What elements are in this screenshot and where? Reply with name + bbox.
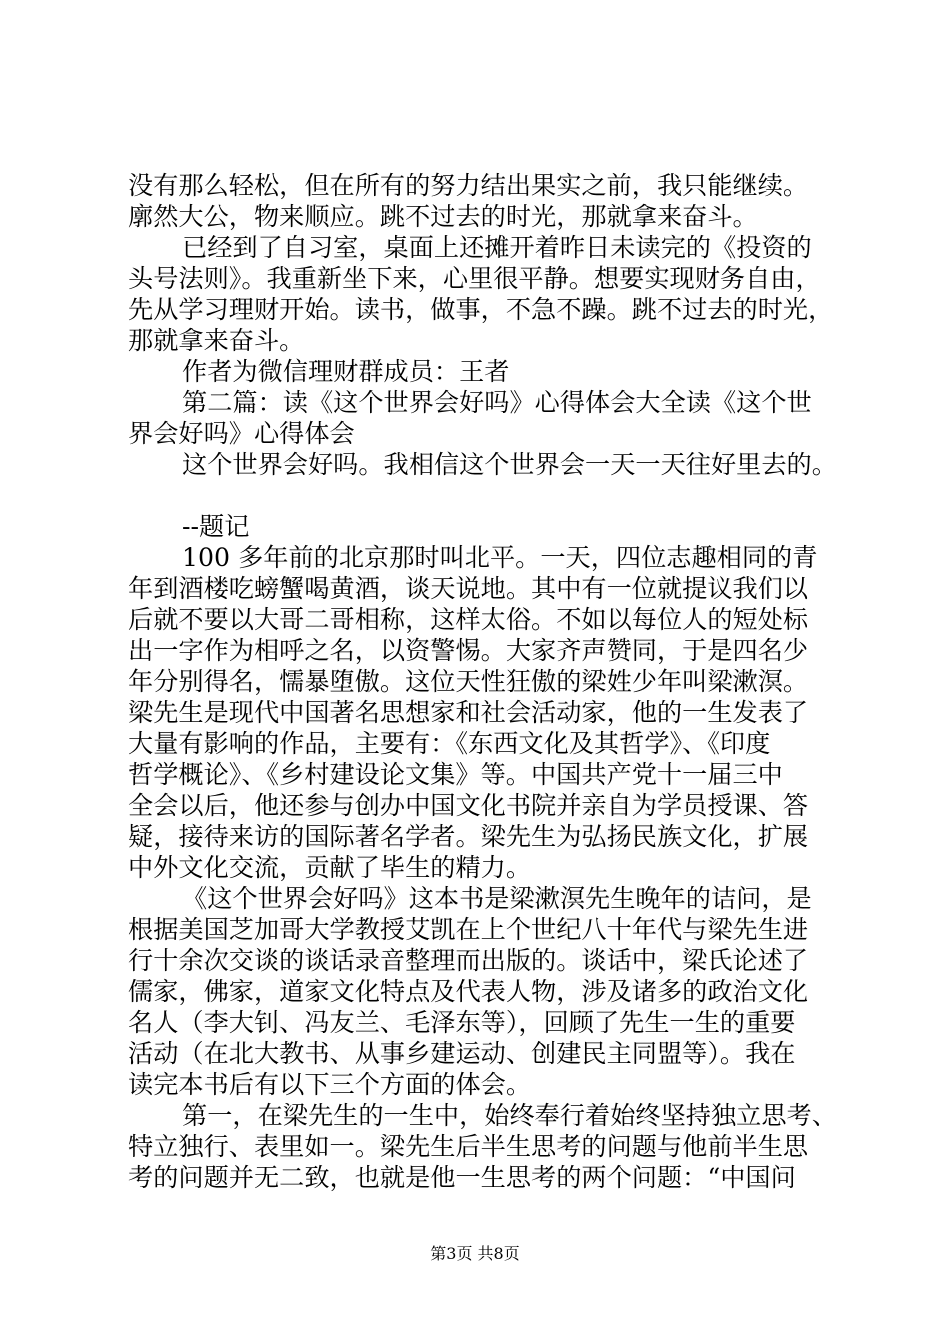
text-line: 考的问题并无二致，也就是他一生思考的两个问题：“中国问 [128, 1163, 796, 1192]
text-line: 《这个世界会好吗》这本书是梁漱溟先生晚年的诘问，是 [182, 884, 812, 913]
text-line: 廓然大公，物来顺应。跳不过去的时光，那就拿来奋斗。 [128, 202, 758, 231]
text-line: 界会好吗》心得体会 [128, 419, 355, 448]
text-line: 梁先生是现代中国著名思想家和社会活动家，他的一生发表了 [128, 698, 809, 727]
text-line: 年分别得名，懦暴堕傲。这位天性狂傲的梁姓少年叫梁漱溟。 [128, 667, 809, 696]
text-line: 先从学习理财开始。读书，做事，不急不躁。跳不过去的时光， [128, 295, 834, 324]
text-line: 特立独行、表里如一。梁先生后半生思考的问题与他前半生思 [128, 1132, 809, 1161]
text-line: --题记 [182, 512, 250, 541]
text-line: 这个世界会好吗。我相信这个世界会一天一天往好里去的。 [182, 450, 837, 479]
text-line: 活动（在北大教书、从事乡建运动、创建民主同盟等）。我在 [128, 1039, 796, 1068]
text-line: 大量有影响的作品，主要有：《东西文化及其哲学》、《印度 [128, 729, 771, 758]
text-line: 头号法则》。我重新坐下来，心里很平静。想要实现财务自由， [128, 264, 821, 293]
text-line: 行十余次交谈的谈话录音整理而出版的。谈话中，梁氏论述了 [128, 946, 809, 975]
text-line [128, 480, 838, 511]
text-line: 儒家，佛家，道家文化特点及代表人物，涉及诸多的政治文化 [128, 977, 809, 1006]
text-line: 没有那么轻松，但在所有的努力结出果实之前，我只能继续。 [128, 171, 809, 200]
text-line: 作者为微信理财群成员：王者 [182, 357, 510, 386]
text-line: 后就不要以大哥二哥相称，这样太俗。不如以每位人的短处标 [128, 605, 809, 634]
document-body [128, 170, 838, 1193]
text-line: 那就拿来奋斗。 [128, 326, 305, 355]
text-line: 根据美国芝加哥大学教授艾凯在上个世纪八十年代与梁先生进 [128, 915, 809, 944]
text-line: 全会以后，他还参与创办中国文化书院并亲自为学员授课、答 [128, 791, 809, 820]
text-line: 第二篇：读《这个世界会好吗》心得体会大全读《这个世 [182, 388, 812, 417]
text-line: 名人（李大钊、冯友兰、毛泽东等），回顾了先生一生的重要 [128, 1008, 796, 1037]
text-line: 已经到了自习室，桌面上还摊开着昨日未读完的《投资的 [182, 233, 812, 262]
text-line: 年到酒楼吃螃蟹喝黄酒，谈天说地。其中有一位就提议我们以 [128, 574, 809, 603]
text-line: 第一，在梁先生的一生中，始终奉行着始终坚持独立思考、 [182, 1101, 837, 1130]
text-line: 哲学概论》、《乡村建设论文集》等。中国共产党十一届三中 [128, 760, 783, 789]
text-line: 中外文化交流，贡献了毕生的精力。 [128, 853, 531, 882]
page-footer: 第3页 共8页 [430, 1244, 520, 1263]
text-line: 疑，接待来访的国际著名学者。梁先生为弘扬民族文化，扩展 [128, 822, 809, 851]
text-line: 出一字作为相呼之名，以资警惕。大家齐声赞同，于是四名少 [128, 636, 809, 665]
text-line: 100 多年前的北京那时叫北平。一天，四位志趣相同的青 [182, 543, 818, 572]
text-line: 读完本书后有以下三个方面的体会。 [128, 1070, 531, 1099]
